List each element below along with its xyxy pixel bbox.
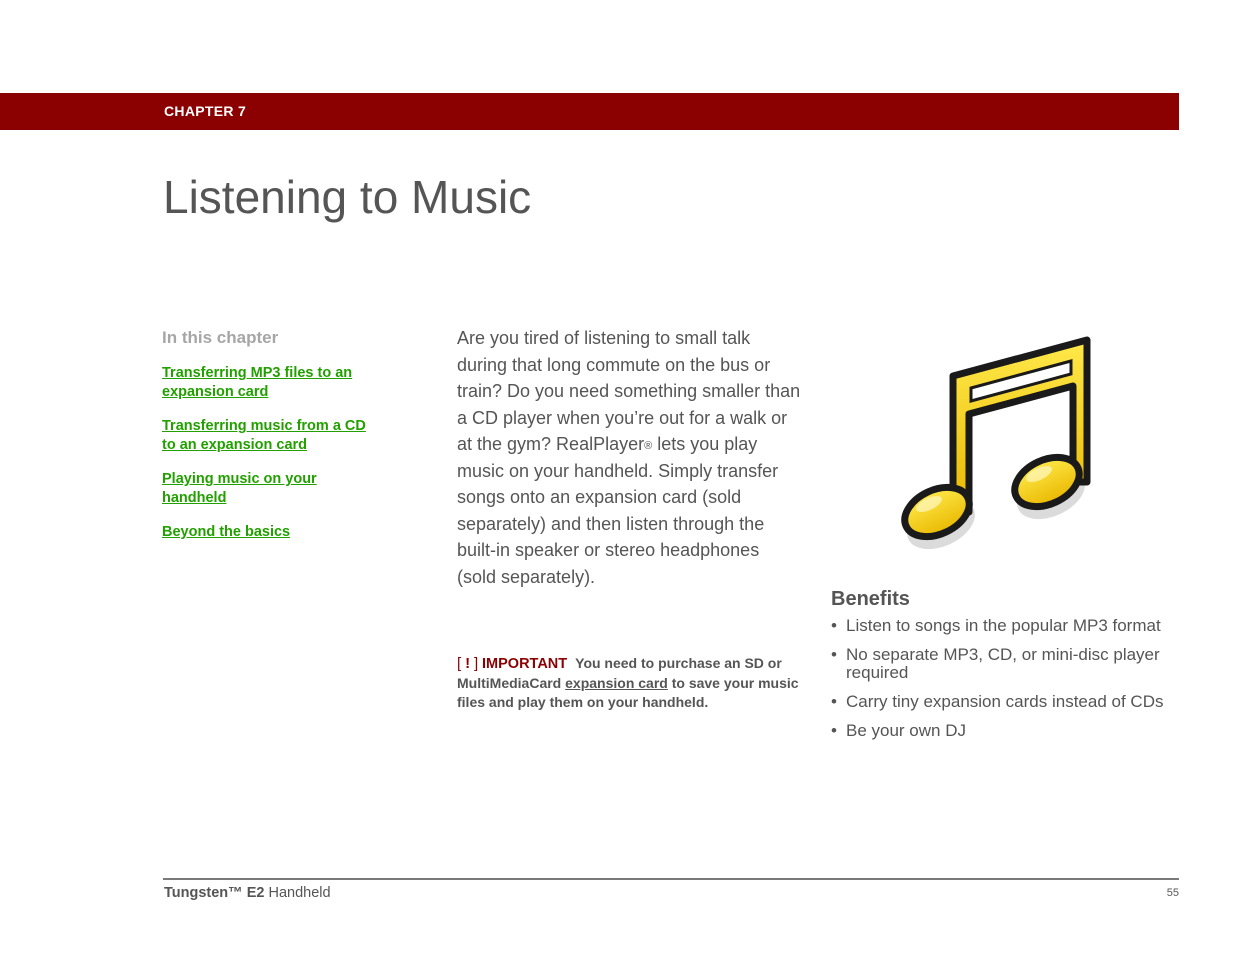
toc-link-beyond-basics[interactable]: Beyond the basics xyxy=(162,524,291,540)
important-bracket-close: ] xyxy=(473,655,479,672)
bullet: • xyxy=(831,721,837,740)
registered-mark: ® xyxy=(644,440,653,452)
intro-text-end: lets you play music on your handheld. Simply transfer songs onto an expansion card (sold separately) and then listen through the built-in speaker or stereo headphones (sold separately). xyxy=(457,434,779,587)
chapter-label: CHAPTER 7 xyxy=(164,103,247,119)
intro-paragraph xyxy=(457,325,802,590)
toc-link-playing-music[interactable]: Playing music on your handheld xyxy=(162,471,317,506)
important-note xyxy=(457,654,802,712)
benefit-item xyxy=(831,722,1176,740)
bullet: • xyxy=(831,645,837,664)
important-text-start: You need to purchase an SD or MultiMediaCard xyxy=(457,655,782,691)
music-note-icon xyxy=(895,330,1105,555)
chapter-toc xyxy=(162,328,392,557)
benefit-item xyxy=(831,646,1176,682)
benefit-item xyxy=(831,617,1176,635)
toc-link-transferring-cd[interactable]: Transferring music from a CD to an expansion card xyxy=(162,418,366,453)
toc-link-transferring-mp3[interactable]: Transferring MP3 files to an expansion card xyxy=(162,365,353,400)
exclamation-icon: ! xyxy=(465,655,471,672)
page-title: Listening to Music xyxy=(163,171,532,223)
footer-rule xyxy=(163,878,1179,880)
page-number: 55 xyxy=(1166,887,1179,899)
intro-column xyxy=(457,325,802,590)
footer-product xyxy=(164,885,331,901)
intro-text-start: Are you tired of listening to small talk during that long commute on the bus or train? Do you need something smaller than a CD player when you’re out for a walk or at the gym? RealPlayer xyxy=(457,328,801,454)
bullet: • xyxy=(831,616,837,635)
toc-heading: In this chapter xyxy=(162,328,279,347)
chapter-bar xyxy=(0,93,1179,130)
important-bracket-open: [ xyxy=(457,655,462,672)
benefit-text: Listen to songs in the popular MP3 format xyxy=(846,616,1161,635)
benefit-text: No separate MP3, CD, or mini-disc player required xyxy=(846,645,1160,682)
expansion-card-link[interactable]: expansion card xyxy=(565,675,668,691)
footer-product-name: Tungsten™ E2 xyxy=(164,885,265,901)
benefits-panel xyxy=(831,588,1176,751)
benefit-text: Carry tiny expansion cards instead of CDs xyxy=(846,692,1164,711)
benefit-text: Be your own DJ xyxy=(846,721,966,740)
bullet: • xyxy=(831,692,837,711)
benefit-item xyxy=(831,693,1176,711)
important-text-end: to save your music files and play them on your handheld. xyxy=(457,675,799,710)
benefits-heading: Benefits xyxy=(831,588,910,610)
important-label: IMPORTANT xyxy=(482,656,568,672)
footer-product-suffix: Handheld xyxy=(264,885,331,901)
